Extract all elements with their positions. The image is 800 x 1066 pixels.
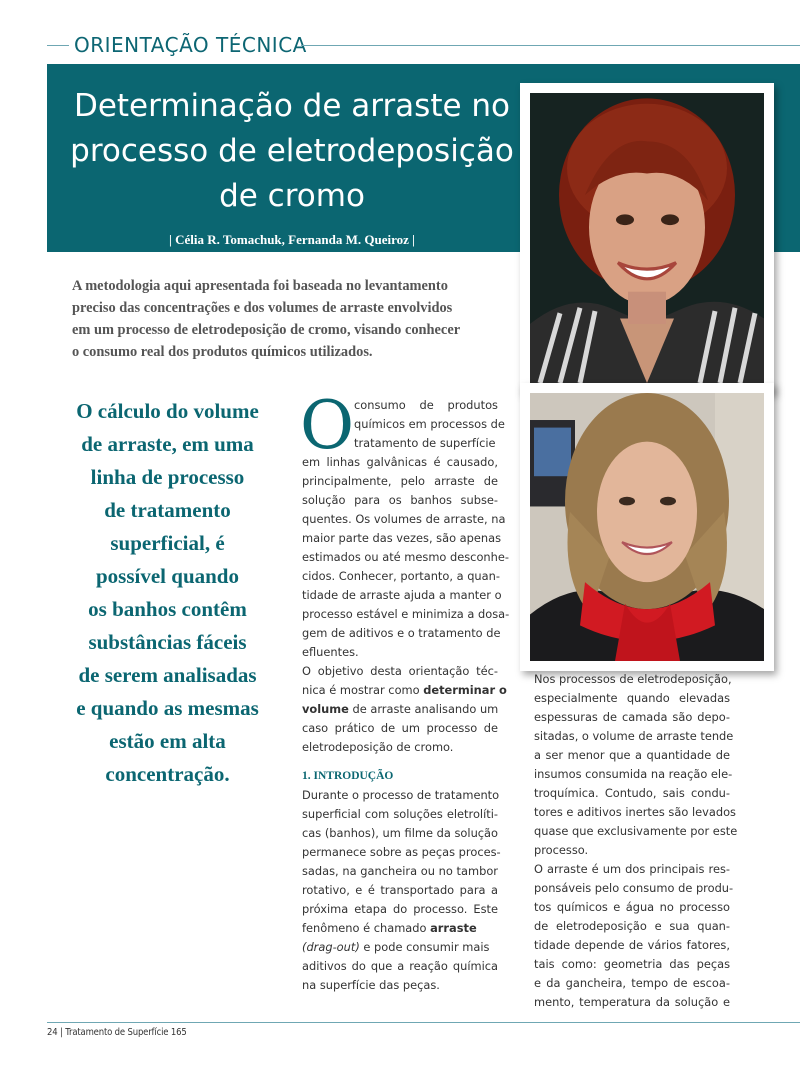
section-rule-right bbox=[301, 45, 800, 46]
author-photo-2-image bbox=[530, 393, 764, 661]
body-line: tratamento de superfície bbox=[354, 436, 496, 450]
body-bold-text: determinar o bbox=[423, 683, 507, 697]
body-line: cas (banhos), um filme da solução bbox=[302, 826, 498, 840]
body-text: de arraste analisando um bbox=[348, 702, 499, 716]
body-line: Durante o processo de tratamento bbox=[302, 788, 500, 802]
body-line: caso prático de um processo de bbox=[302, 721, 498, 735]
footer-rule bbox=[47, 1022, 800, 1023]
body-line: maior parte das vezes, são apenas bbox=[302, 531, 502, 545]
body-line: permanece sobre as peças proces- bbox=[302, 845, 501, 859]
body-line: troquímica. Contudo, sais condu- bbox=[534, 786, 730, 800]
body-column-2 bbox=[534, 670, 738, 1012]
author-photo-1 bbox=[520, 83, 774, 393]
intro-line: em um processo de eletrodeposição de cromo, visando conhecer bbox=[72, 322, 461, 338]
pull-quote-line: linha de processo bbox=[90, 465, 245, 489]
body-line: efluentes. bbox=[302, 645, 359, 659]
body-line: ponsáveis pelo consumo de produ- bbox=[534, 881, 734, 895]
author-photo-1-image bbox=[530, 93, 764, 383]
intro-paragraph bbox=[72, 275, 502, 363]
pull-quote-line: de serem analisadas bbox=[78, 663, 257, 687]
pull-quote bbox=[60, 395, 275, 791]
article-title bbox=[47, 84, 537, 219]
body-italic-text: (drag-out) bbox=[302, 940, 360, 954]
body-line: tais como: geometria das peças bbox=[534, 957, 730, 971]
body-line: na superfície das peças. bbox=[302, 978, 440, 992]
body-line: sadas, na gancheira ou no tambor bbox=[302, 864, 498, 878]
body-line: cidos. Conhecer, portanto, a quan- bbox=[302, 569, 500, 583]
body-line bbox=[302, 919, 498, 938]
body-line: a ser menor que a quantidade de bbox=[534, 748, 730, 762]
body-line: químicos em processos de bbox=[354, 417, 505, 431]
body-line: e da gancheira, tempo de escoa- bbox=[534, 976, 730, 990]
title-line: Determinação de arraste no bbox=[73, 88, 511, 124]
body-line: sitadas, o volume de arraste tende bbox=[534, 729, 734, 743]
intro-line: preciso das concentrações e dos volumes de arraste envolvidos bbox=[72, 300, 453, 316]
section-label: ORIENTAÇÃO TÉCNICA bbox=[74, 33, 307, 57]
pull-quote-line: superficial, é bbox=[110, 531, 225, 555]
pull-quote-line: de arraste, em uma bbox=[81, 432, 254, 456]
pull-quote-line: O cálculo do volume bbox=[76, 399, 259, 423]
body-line: estimados ou até mesmo desconhe- bbox=[302, 550, 509, 564]
body-line: especialmente quando elevadas bbox=[534, 691, 730, 705]
body-line: gem de aditivos e o tratamento de bbox=[302, 626, 501, 640]
body-text: fenômeno é chamado bbox=[302, 921, 431, 935]
authors: | Célia R. Tomachuk, Fernanda M. Queiroz | bbox=[169, 232, 415, 247]
body-line: tidade depende de vários fatores, bbox=[534, 938, 730, 952]
body-line: O objetivo desta orientação téc- bbox=[302, 664, 498, 678]
body-line: próxima etapa do processo. Este bbox=[302, 902, 498, 916]
body-line: processo. bbox=[534, 843, 589, 857]
body-bold-text: arraste bbox=[430, 921, 477, 935]
body-line bbox=[302, 681, 507, 700]
body-line: principalmente, pelo arraste de bbox=[302, 474, 498, 488]
body-text: nica é mostrar como bbox=[302, 683, 424, 697]
body-bold-text: volume bbox=[302, 702, 349, 716]
intro-line: o consumo real dos produtos químicos utilizados. bbox=[72, 344, 373, 360]
body-text: e pode consumir mais bbox=[359, 940, 490, 954]
body-line: tores e aditivos inertes são levados bbox=[534, 805, 736, 819]
author-photo-2 bbox=[520, 383, 774, 671]
body-line: espessuras de camada são depo- bbox=[534, 710, 730, 724]
drop-cap: O bbox=[300, 387, 355, 464]
body-line: rotativo, e é transportado para a bbox=[302, 883, 498, 897]
body-line: quase que exclusivamente por este bbox=[534, 824, 738, 838]
body-line: tos químicos e água no processo bbox=[534, 900, 730, 914]
pull-quote-line: possível quando bbox=[96, 564, 239, 588]
body-line: insumos consumida na reação ele- bbox=[534, 767, 733, 781]
pull-quote-line: substâncias fáceis bbox=[88, 630, 247, 654]
section-rule-left bbox=[47, 45, 69, 46]
pull-quote-line: e quando as mesmas bbox=[76, 696, 259, 720]
body-line: quentes. Os volumes de arraste, na bbox=[302, 512, 506, 526]
body-line: superficial com soluções eletrolíti- bbox=[302, 807, 498, 821]
body-line: O arraste é um dos principais res- bbox=[534, 862, 730, 876]
body-line: de eletrodeposição e sua quan- bbox=[534, 919, 730, 933]
pull-quote-line: concentração. bbox=[105, 762, 230, 786]
section-heading: 1. INTRODUÇÃO bbox=[302, 770, 394, 782]
title-line: processo de eletrodeposição bbox=[70, 133, 514, 169]
spacer bbox=[302, 757, 498, 767]
body-line: mento, temperatura da solução e bbox=[534, 995, 730, 1009]
intro-line: A metodologia aqui apresentada foi baseada no levantamento bbox=[72, 278, 448, 294]
pull-quote-line: estão em alta bbox=[109, 729, 226, 753]
body-line: eletrodeposição de cromo. bbox=[302, 740, 454, 754]
pull-quote-line: os banhos contêm bbox=[88, 597, 247, 621]
body-line: consumo de produtos bbox=[354, 398, 498, 412]
body-line: em linhas galvânicas é causado, bbox=[302, 455, 498, 469]
page-footer: 24 | Tratamento de Superfície 165 bbox=[47, 1027, 187, 1038]
body-column-1 bbox=[300, 387, 510, 995]
body-line bbox=[302, 938, 498, 957]
body-line: solução para os banhos subse- bbox=[302, 493, 498, 507]
body-line: processo estável e minimiza a dosa- bbox=[302, 607, 510, 621]
body-line: tidade de arraste ajuda a manter o bbox=[302, 588, 502, 602]
body-line: Nos processos de eletrodeposição, bbox=[534, 672, 732, 686]
body-line bbox=[302, 700, 498, 719]
body-line: aditivos do que a reação química bbox=[302, 959, 498, 973]
title-line: de cromo bbox=[219, 178, 365, 214]
pull-quote-line: de tratamento bbox=[104, 498, 231, 522]
